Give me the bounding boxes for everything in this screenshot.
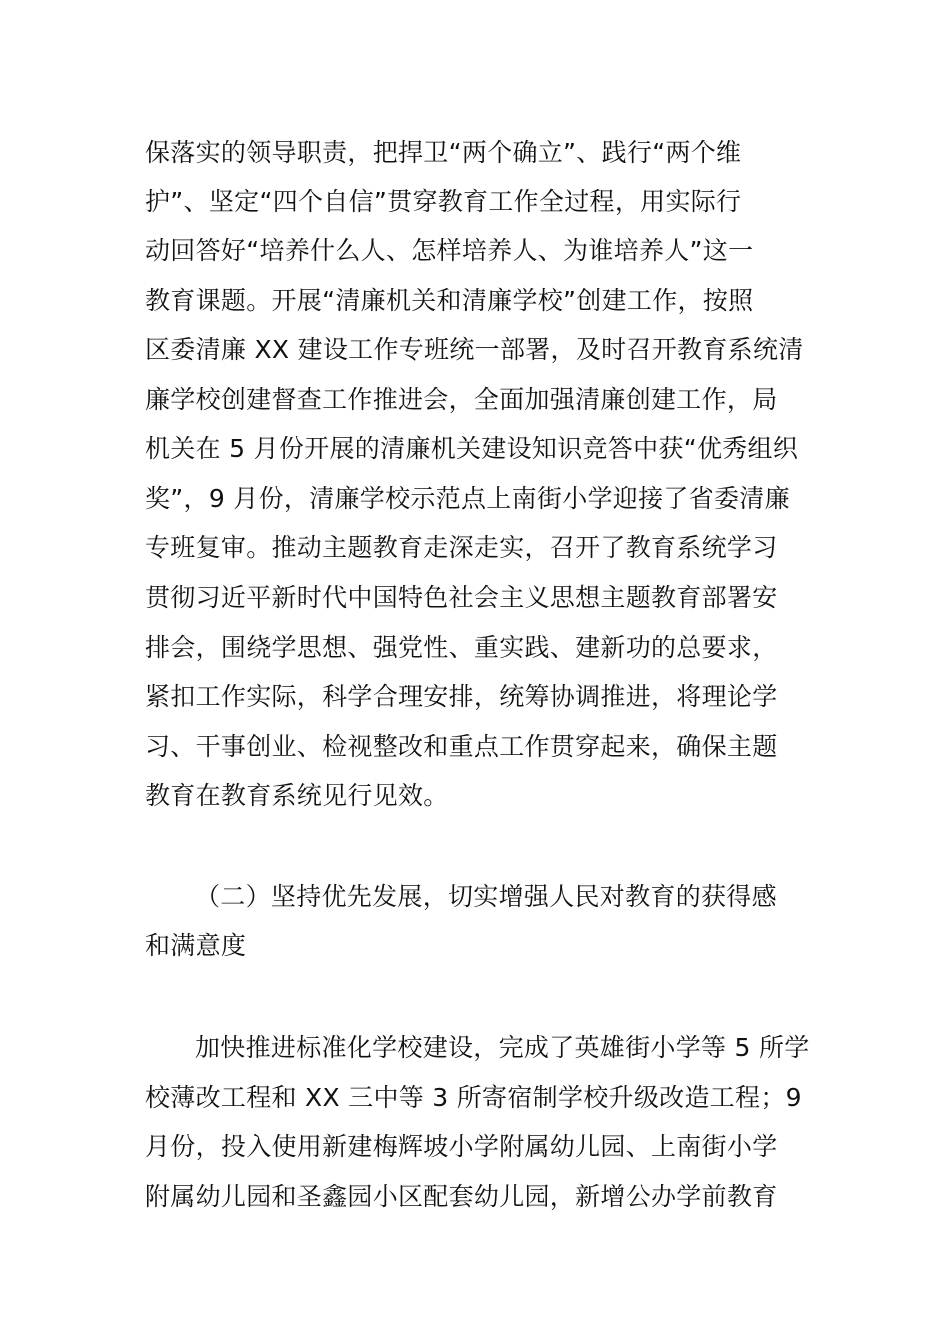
heading-line: （二）坚持优先发展，切实增强人民对教育的获得感 xyxy=(195,882,777,911)
text-line: 校薄改工程和 XX 三中等 3 所寄宿制学校升级改造工程；9 xyxy=(145,1083,802,1112)
text-line: 保落实的领导职责，把捍卫“两个确立”、践行“两个维 xyxy=(145,138,742,167)
text-line: 加快推进标准化学校建设，完成了英雄街小学等 5 所学 xyxy=(195,1033,810,1062)
text-line: 贯彻习近平新时代中国特色社会主义思想主题教育部署安 xyxy=(145,583,778,612)
heading-line: 和满意度 xyxy=(145,931,247,960)
text-line: 习、干事创业、检视整改和重点工作贯穿起来，确保主题 xyxy=(145,732,778,761)
text-line: 专班复审。推动主题教育走深走实，召开了教育系统学习 xyxy=(145,533,778,562)
text-line: 教育课题。开展“清廉机关和清廉学校”创建工作，按照 xyxy=(145,286,754,315)
text-line: 附属幼儿园和圣鑫园小区配套幼儿园，新增公办学前教育 xyxy=(145,1182,778,1211)
text-line: 机关在 5 月份开展的清廉机关建设知识竞答中获“优秀组织 xyxy=(145,434,799,463)
text-line: 排会，围绕学思想、强党性、重实践、建新功的总要求， xyxy=(145,633,778,662)
text-line: 区委清廉 XX 建设工作专班统一部署，及时召开教育系统清 xyxy=(145,335,804,364)
text-line: 廉学校创建督查工作推进会，全面加强清廉创建工作，局 xyxy=(145,385,778,414)
text-line: 教育在教育系统见行见效。 xyxy=(145,781,449,810)
text-line: 紧扣工作实际，科学合理安排，统筹协调推进，将理论学 xyxy=(145,682,778,711)
text-line: 动回答好“培养什么人、怎样培养人、为谁培养人”这一 xyxy=(145,236,754,265)
text-line: 护”、坚定“四个自信”贯穿教育工作全过程，用实际行 xyxy=(145,187,742,216)
text-line: 月份，投入使用新建梅辉坡小学附属幼儿园、上南街小学 xyxy=(145,1132,778,1161)
text-line: 奖”，9 月份，清廉学校示范点上南街小学迎接了省委清廉 xyxy=(145,484,790,513)
